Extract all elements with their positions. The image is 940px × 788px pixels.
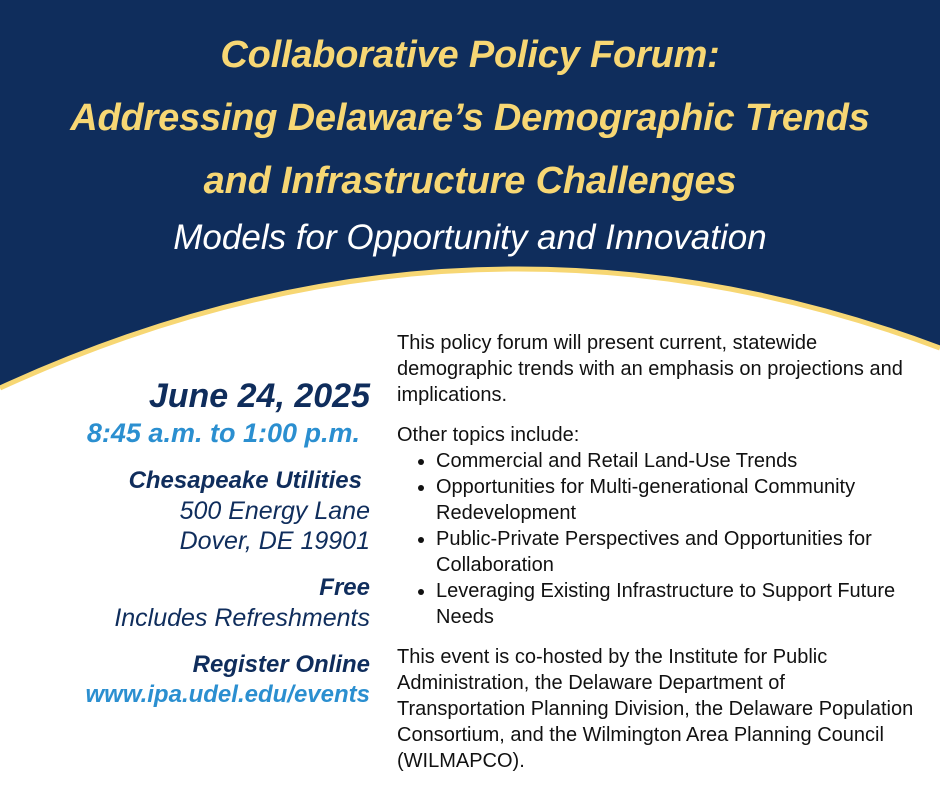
description [397, 330, 917, 774]
register-label: Register Online [192, 651, 370, 678]
cohost-paragraph: This event is co-hosted by the Institute for Public Administration, the Delaware Department of Transportation Planning Division, the Delaware Population Consortium, and the Wilmington Area Planning Council (WILMAPCO). [397, 646, 914, 772]
title-line-2: Addressing Delaware’s Demographic Trends [70, 97, 870, 139]
list-item: • Public-Private Perspectives and Opportunities for Collaboration [436, 526, 917, 578]
title-block [0, 24, 940, 263]
register-link[interactable]: www.ipa.udel.edu/events [85, 681, 370, 708]
title-line-1: Collaborative Policy Forum: [220, 34, 720, 76]
event-time: 8:45 a.m. to 1:00 p.m. [86, 418, 360, 448]
cost-note: Includes Refreshments [114, 604, 370, 632]
list-item: • Opportunities for Multi-generational Community Redevelopment [436, 474, 917, 526]
cost: Free [319, 574, 370, 601]
event-date: June 24, 2025 [148, 377, 370, 415]
venue-name: Chesapeake Utilities [128, 467, 362, 494]
address-line-1: 500 Energy Lane [179, 497, 370, 525]
subtitle: Models for Opportunity and Innovation [173, 218, 767, 257]
intro-paragraph: This policy forum will present current, statewide demographic trends with an emphasis on projections and implications. [397, 332, 903, 406]
event-details [10, 376, 370, 710]
topics-label: Other topics include: [397, 424, 580, 446]
title-line-3: and Infrastructure Challenges [203, 160, 737, 202]
topics-list [397, 448, 917, 630]
list-item: • Leveraging Existing Infrastructure to Support Future Needs [436, 578, 917, 630]
address-line-2: Dover, DE 19901 [179, 527, 370, 555]
list-item: • Commercial and Retail Land-Use Trends [436, 448, 917, 474]
